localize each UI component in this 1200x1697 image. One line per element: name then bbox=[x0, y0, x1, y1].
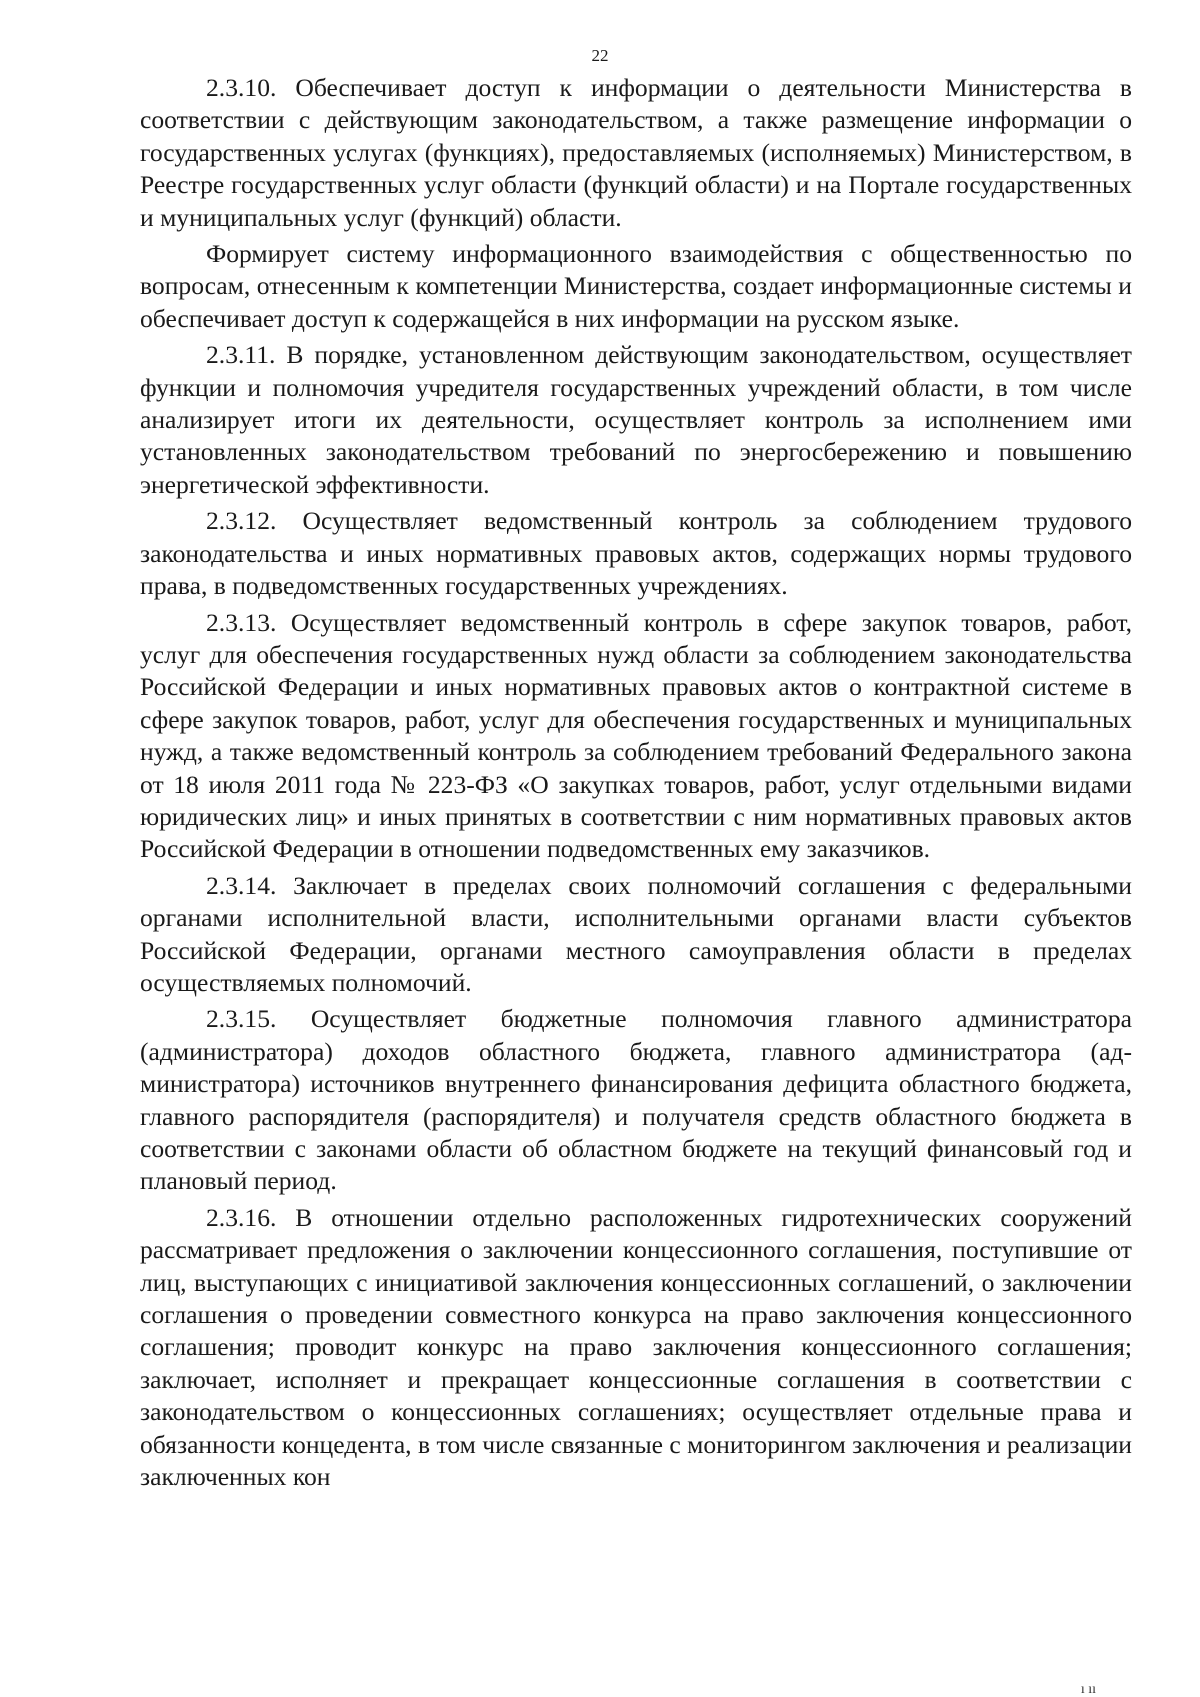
paragraph-2-3-10: 2.3.10. Обеспечивает доступ к информации о деятельности Министерства в соответствии с действующим законодательством, а также размещение информации о государственных услугах (функциях), предоставляемых (исполняемых) Министерством, в Реестре государственных услуг области (функций области) и на Портале государственных и муниципальных услуг (функций) области. bbox=[140, 73, 1132, 232]
paragraph-2-3-11: 2.3.11. В порядке, установленном действующим законодательством, осуществляет функции и полномочия учредителя государственных учреждений области, в том числе анализирует итоги их деятельности, осуществляет контроль за исполнением ими установленных законодательством требований по энергосбережению и повышению энергетической эффективности. bbox=[140, 340, 1132, 499]
paragraph-2-3-15: 2.3.15. Осуществляет бюджетные полномочия главного администратора (администратора) доходов областного бюджета, главного администратора (администратора) источников внутреннего финансирования дефицита областного бюджета, главного распорядителя (распорядителя) и получателя средств областного бюджета в соответствии с законами области об областном бюджете на текущий финансовый год и плановый период. bbox=[140, 1004, 1132, 1196]
document-body bbox=[140, 72, 1132, 1497]
paragraph-2-3-13: 2.3.13. Осуществляет ведомственный контроль в сфере закупок товаров, работ, услуг для обеспечения государственных нужд области за соблюдением законодательства Российской Федерации и иных нормативных правовых актов о контрактной системе в сфере закупок товаров, работ, услуг для обеспечения государственных и муниципальных нужд, а также ведомственный контроль за соблюдением требований Федерального закона от 18 июля 2011 года № 223-ФЗ «О закупках товаров, работ, услуг отдельными видами юридических лиц» и иных принятых в соответствии с ним нормативных правовых актов Российской Федерации в отношении подведомственных ему заказчиков. bbox=[140, 607, 1132, 864]
bottom-scan-mark: ı ıı bbox=[1080, 1682, 1096, 1697]
page-number: 22 bbox=[591, 46, 609, 65]
paragraph-information-system: Формирует систему информационного взаимодействия с общественностью по вопросам, отнесенным к компетенции Министерства, создает информационные системы и обеспечивает доступ к содержащейся в них информации на русском языке. bbox=[140, 239, 1132, 333]
paragraph-2-3-14: 2.3.14. Заключает в пределах своих полномочий соглашения с федеральными органами исполнительной власти, исполнительными органами власти субъектов Российской Федерации, органами местного самоуправления области в пределах осуществляемых полномочий. bbox=[140, 870, 1132, 997]
paragraph-2-3-16: 2.3.16. В отношении отдельно расположенных гидротехнических сооружений рассматривает предложения о заключении концессионного соглашения, поступившие от лиц, выступающих с инициативой заключения концессионных соглашений, о заключении соглашения о проведении совместного конкурса на право заключения концессионного соглашения; проводит конкурс на право заключения концессионного соглашения; заключает, исполняет и прекращает концессионные соглашения в соответствии с законодательством о концессионных соглашениях; осуществляет отдельные права и обязанности концедента, в том числе связанные с мониторингом заключения и реализации заключенных кон bbox=[140, 1202, 1132, 1492]
paragraph-2-3-12: 2.3.12. Осуществляет ведомственный контроль за соблюдением трудового законодательства и иных нормативных правовых актов, содержащих нормы трудового права, в подведомственных государственных учреждениях. bbox=[140, 506, 1132, 601]
